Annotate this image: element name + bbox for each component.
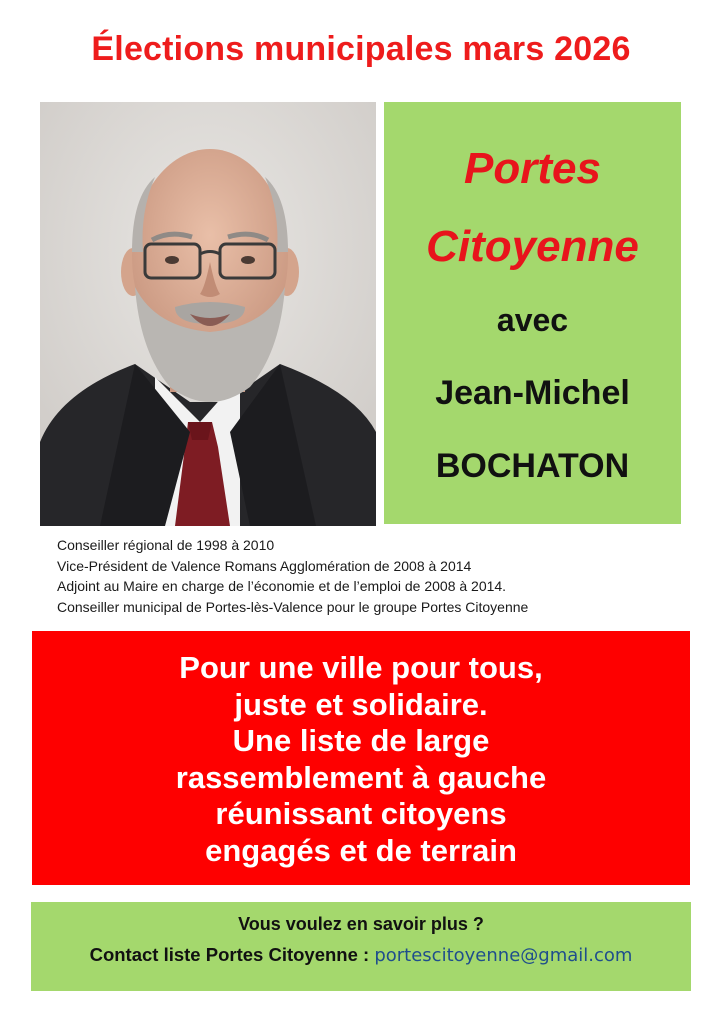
manifesto-line: réunissant citoyens bbox=[215, 796, 507, 831]
contact-label: Contact liste Portes Citoyenne : bbox=[89, 944, 375, 965]
list-name-line-2: Citoyenne bbox=[426, 222, 639, 271]
manifesto-line: rassemblement à gauche bbox=[175, 759, 547, 795]
manifesto-line: engagés et de terrain bbox=[205, 832, 517, 868]
candidate-photo bbox=[40, 102, 376, 526]
manifesto-banner bbox=[32, 631, 690, 885]
candidate-first-name: Jean-Michel bbox=[435, 374, 630, 412]
candidate-panel bbox=[384, 102, 681, 524]
candidate-bio bbox=[57, 535, 697, 617]
manifesto-line: Une liste de large bbox=[232, 723, 490, 758]
with-label: avec bbox=[496, 302, 569, 338]
bio-line: Adjoint au Maire en charge de l’économie et de l’emploi de 2008 à 2014. bbox=[57, 578, 507, 594]
candidate-last-name: BOCHATON bbox=[435, 447, 630, 485]
manifesto-line: Pour une ville pour tous, bbox=[179, 650, 543, 685]
contact-question: Vous voulez en savoir plus ? bbox=[238, 914, 484, 934]
list-name-line-1: Portes bbox=[464, 144, 601, 193]
contact-box bbox=[31, 902, 691, 991]
manifesto-line: juste et solidaire. bbox=[234, 686, 488, 722]
bio-line: Conseiller régional de 1998 à 2010 bbox=[57, 537, 275, 553]
page-title: Élections municipales mars 2026 bbox=[91, 30, 631, 68]
contact-line bbox=[31, 944, 691, 966]
contact-email-link[interactable]: portescitoyenne@gmail.com bbox=[374, 945, 633, 966]
portrait-illustration bbox=[40, 102, 376, 526]
bio-line: Conseiller municipal de Portes-lès-Valence pour le groupe Portes Citoyenne bbox=[57, 598, 529, 615]
bio-line: Vice-Président de Valence Romans Agglomération de 2008 à 2014 bbox=[57, 557, 472, 574]
